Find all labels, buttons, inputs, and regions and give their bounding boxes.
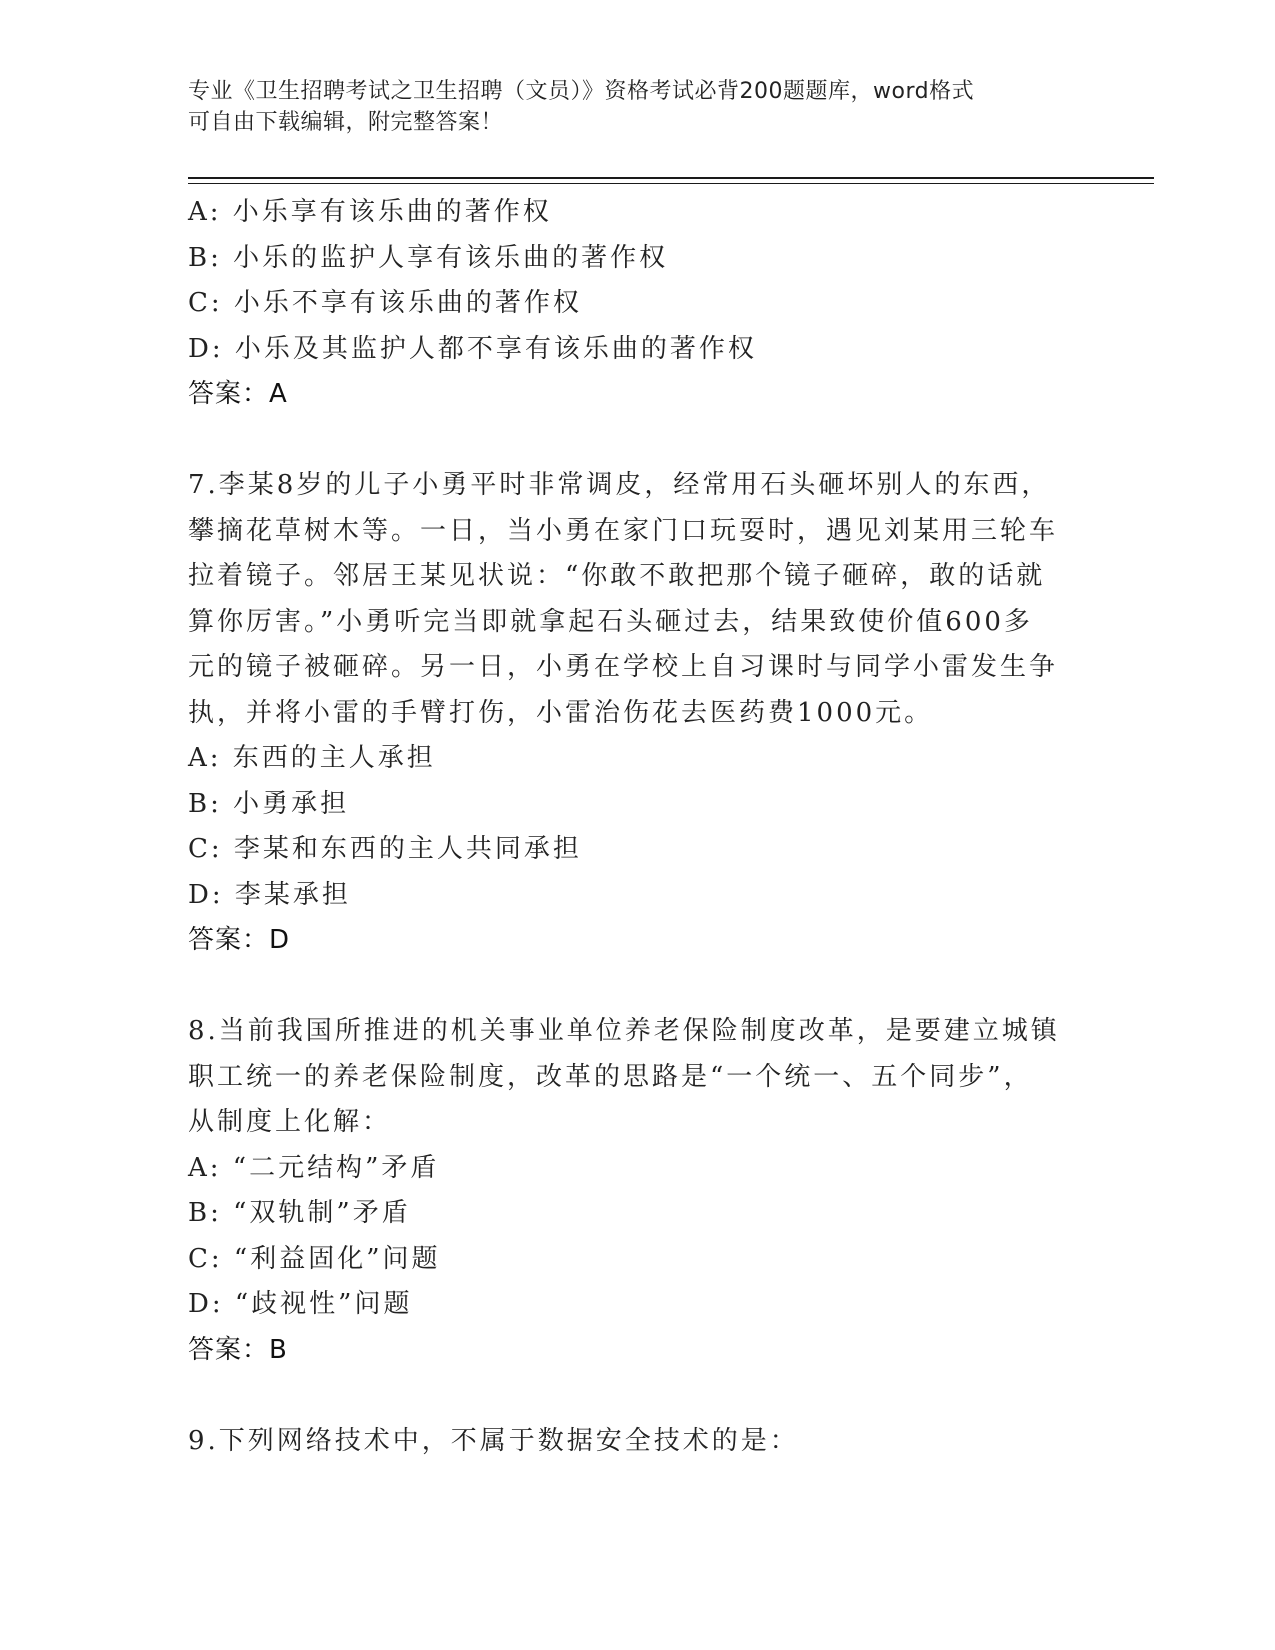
question-stem-line: 职工统一的养老保险制度，改革的思路是“一个统一、五个同步”， [188,1061,1033,1092]
option-d: D: “歧视性”问题 [188,1289,413,1319]
option-d: D: 李某承担 [188,879,351,910]
option-d: D: 小乐及其监护人都不享有该乐曲的著作权 [188,333,757,364]
option-a: A: 小乐享有该乐曲的著作权 [188,197,552,227]
option-b: B: “双轨制”矛盾 [188,1198,411,1228]
option-c: C: 李某和东西的主人共同承担 [188,834,582,864]
header-rule-thick [188,177,1154,179]
document-body [188,190,1068,1464]
question-6 [188,190,1068,418]
question-stem-line: 拉着镜子。邻居王某见状说：“你敢不敢把那个镜子砸碎，敢的话就 [188,561,1046,591]
question-stem-line: 9.下列网络技术中，不属于数据安全技术的是： [188,1425,799,1456]
question-stem-line: 执，并将小雷的手臂打伤，小雷治伤花去医药费1000元。 [188,697,934,728]
answer: 答案：D [188,925,291,955]
option-b: B: 小勇承担 [188,788,350,819]
question-stem-line: 攀摘花草树木等。一日，当小勇在家门口玩耍时，遇见刘某用三轮车 [188,515,1059,546]
question-stem-line: 7.李某8岁的儿子小勇平时非常调皮，经常用石头砸坏别人的东西， [188,470,1051,500]
answer: 答案：B [188,1334,288,1365]
question-8 [188,1009,1068,1373]
question-stem-line: 8.当前我国所推进的机关事业单位养老保险制度改革，是要建立城镇 [188,1016,1060,1046]
answer: 答案：A [188,379,288,409]
option-a: A: “二元结构”矛盾 [188,1152,440,1183]
question-9 [188,1419,1068,1465]
option-c: C: “利益固化”问题 [188,1243,441,1274]
header-line-1: 专业《卫生招聘考试之卫生招聘（文员）》资格考试必背200题题库，word格式 [188,79,975,104]
spacer [188,964,1068,1010]
question-stem-line: 从制度上化解： [188,1107,392,1137]
spacer [188,1373,1068,1419]
question-7 [188,463,1068,964]
header-rule-thin [188,183,1154,184]
question-stem-line: 算你厉害。”小勇听完当即就拿起石头砸过去，结果致使价值600多 [188,606,1033,637]
document-header [188,76,1068,138]
option-a: A: 东西的主人承担 [188,743,436,773]
option-b: B: 小乐的监护人享有该乐曲的著作权 [188,242,669,273]
option-c: C: 小乐不享有该乐曲的著作权 [188,288,582,318]
question-stem-line: 元的镜子被砸碎。另一日，小勇在学校上自习课时与同学小雷发生争 [188,652,1059,682]
header-line-2: 可自由下载编辑，附完整答案！ [188,110,504,135]
spacer [188,418,1068,464]
